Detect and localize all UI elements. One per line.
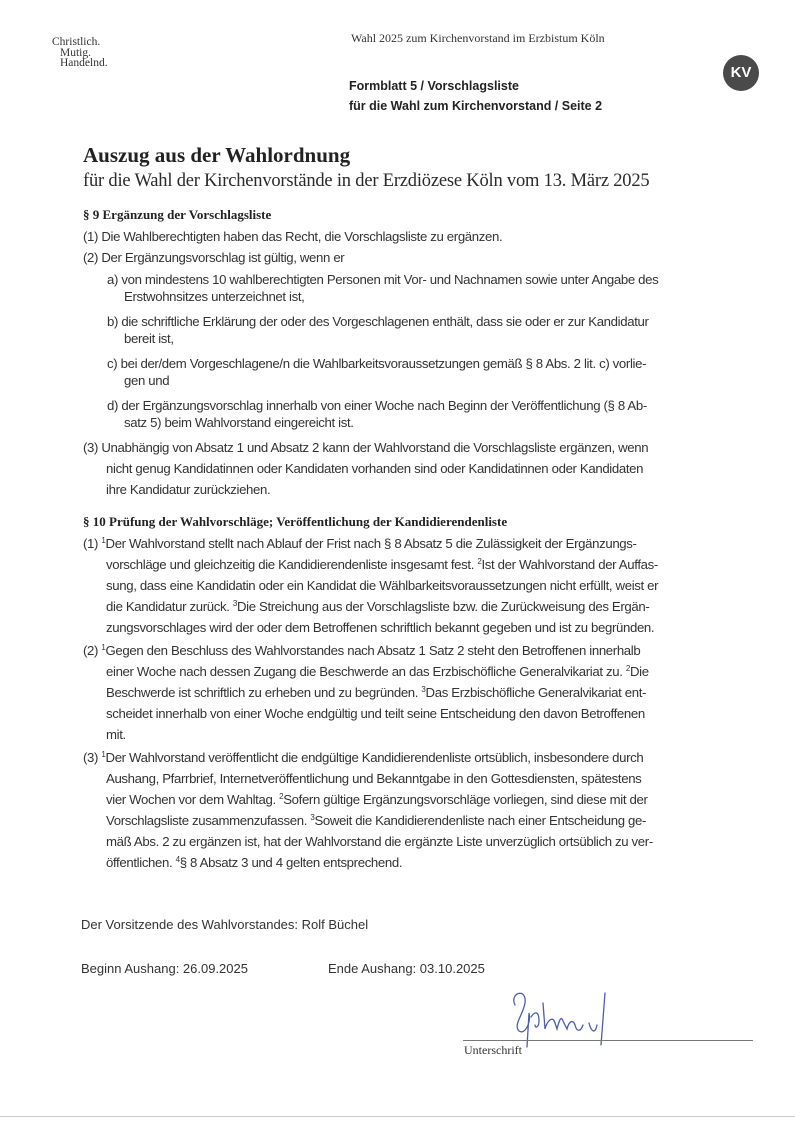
kv-badge: KV	[723, 55, 759, 91]
signature-label: Unterschrift	[464, 1043, 522, 1057]
s9-line: bereit ist,	[124, 331, 174, 346]
sentence-text: Aushang, Pfarrbrief, Internetveröffentlichung und Bekanntgabe in den Gottesdiensten, spätestens	[106, 771, 642, 786]
s10-p3-line	[106, 855, 402, 870]
sentence-number: 1	[101, 536, 106, 545]
sentence-text: Soweit die Kandidierendenliste nach einer Entscheidung ge-	[314, 813, 647, 828]
sentence-text: zungsvorschlages wird der oder dem Betroffenen schriftlich bekannt gegeben und ist zu begründen.	[106, 620, 655, 635]
sentence-text: Die	[629, 664, 649, 679]
s9-line: nicht genug Kandidatinnen oder Kandidaten vorhanden sind oder Kandidatinnen oder Kandidaten	[106, 461, 644, 476]
s10-p1-line	[106, 557, 658, 572]
s10-p3-line	[83, 750, 643, 765]
s9-line: (1) Die Wahlberechtigten haben das Recht, die Vorschlagsliste zu ergänzen.	[83, 229, 503, 244]
s10-p2-line	[106, 685, 646, 700]
sentence-text: Sofern gültige Ergänzungsvorschläge vorliegen, sind diese mit der	[283, 792, 648, 807]
s9-line: a) von mindestens 10 wahlberechtigten Personen mit Vor- und Nachnamen sowie unter Angabe des	[107, 272, 659, 287]
sentence-number: 2	[279, 792, 284, 801]
sentence-text: öffentlichen.	[106, 855, 176, 870]
sentence-text: einer Woche nach dessen Zugang die Beschwerde an das Erzbischöfliche Generalvikariat zu.	[106, 664, 626, 679]
sentence-text: mit.	[106, 727, 126, 742]
sentence-number: 1	[101, 750, 106, 759]
s10-p3-line	[106, 792, 648, 807]
sentence-text: Der Wahlvorstand stellt nach Ablauf der Frist nach § 8 Absatz 5 die Zulässigkeit der Ergänzungs-	[105, 536, 637, 551]
document-subtitle: für die Wahl der Kirchenvorstände in der Erzdiözese Köln vom 13. März 2025	[83, 171, 650, 191]
motto-logo	[52, 37, 108, 69]
sentence-text: Ist der Wahlvorstand der Auffas-	[481, 557, 658, 572]
paragraph-number: (1)	[83, 536, 99, 551]
paragraph-number: (3)	[83, 750, 99, 765]
sentence-text: § 8 Absatz 3 und 4 gelten entsprechend.	[179, 855, 403, 870]
header-title: Wahl 2025 zum Kirchenvorstand im Erzbistum Köln	[351, 31, 605, 45]
sentence-number: 3	[421, 685, 426, 694]
paragraph-number: (2)	[83, 643, 99, 658]
posting-end-date: Ende Aushang: 03.10.2025	[328, 961, 485, 976]
s9-line: Erstwohnsitzes unterzeichnet ist,	[124, 289, 305, 304]
sentence-text: Beschwerde ist schriftlich zu erheben und zu begründen.	[106, 685, 422, 700]
sentence-text: vier Wochen vor dem Wahltag.	[106, 792, 280, 807]
signature-stroke	[514, 993, 605, 1047]
motto-line: Mutig.	[60, 46, 91, 59]
s10-p3-line	[106, 771, 641, 786]
s10-p1-line	[106, 578, 658, 593]
s9-line: (2) Der Ergänzungsvorschlag ist gültig, wenn er	[83, 250, 345, 265]
sentence-text: die Kandidatur zurück.	[106, 599, 233, 614]
s10-p1-line	[106, 620, 654, 635]
motto-line: Handelnd.	[60, 57, 108, 69]
sentence-number: 4	[175, 855, 180, 864]
sentence-text: Gegen den Beschluss des Wahlvorstandes nach Absatz 1 Satz 2 steht den Betroffenen innerhalb	[105, 643, 641, 658]
signature-line	[463, 1040, 753, 1041]
s9-line: gen und	[124, 373, 170, 388]
s10-p1-line	[106, 599, 649, 614]
s10-p2-line	[83, 643, 640, 658]
sentence-text: Der Wahlvorstand veröffentlicht die endgültige Kandidierendenliste ortsüblich, insbesondere durch	[105, 750, 644, 765]
s10-p2-line	[106, 706, 645, 721]
sentence-text: Das Erzbischöfliche Generalvikariat ent-	[425, 685, 647, 700]
form-title: Formblatt 5 / Vorschlagsliste	[349, 79, 519, 93]
s10-p2-line	[106, 727, 126, 742]
sentence-number: 2	[625, 664, 630, 673]
sentence-text: vorschläge und gleichzeitig die Kandidierendenliste insgesamt fest.	[106, 557, 478, 572]
document-title: Auszug aus der Wahlordnung	[83, 143, 351, 167]
sentence-text: scheidet innerhalb von einer Woche endgültig und teilt seine Entscheidung den davon Betroffenen	[106, 706, 645, 721]
page-bottom-edge	[0, 1116, 795, 1117]
s10-p3-line	[106, 834, 653, 849]
s9-line: b) die schriftliche Erklärung der oder des Vorgeschlagenen enthält, dass sie oder er zur Kandidatur	[107, 314, 649, 329]
section-10-heading: § 10 Prüfung der Wahlvorschläge; Veröffentlichung der Kandidierendenliste	[83, 514, 508, 529]
sentence-text: sung, dass eine Kandidatin oder ein Kandidat die Wählbarkeitsvoraussetzungen nicht erfüllt, weist er	[106, 578, 659, 593]
s10-p1-line	[83, 536, 637, 551]
posting-start-date: Beginn Aushang: 26.09.2025	[81, 961, 248, 976]
s9-line: (3) Unabhängig von Absatz 1 und Absatz 2 kann der Wahlvorstand die Vorschlagsliste ergänzen, wenn	[83, 440, 649, 455]
s10-p2-line	[106, 664, 649, 679]
motto-line: Christlich.	[52, 36, 101, 48]
handwritten-signature	[505, 985, 635, 1055]
sentence-text: mäß Abs. 2 zu ergänzen ist, hat der Wahlvorstand die ergänzte Liste unverzüglich ortsüblich zu ver-	[106, 834, 653, 849]
chair-name: Der Vorsitzende des Wahlvorstandes: Rolf Büchel	[81, 917, 369, 932]
section-9-heading: § 9 Ergänzung der Vorschlagsliste	[83, 207, 272, 222]
sentence-text: Die Streichung aus der Vorschlagsliste bzw. die Zurückweisung des Ergän-	[236, 599, 650, 614]
s10-p3-line	[106, 813, 646, 828]
sentence-number: 2	[477, 557, 482, 566]
form-subtitle: für die Wahl zum Kirchenvorstand / Seite 2	[349, 99, 603, 113]
sentence-number: 1	[101, 643, 106, 652]
sentence-number: 3	[232, 599, 237, 608]
s9-line: d) der Ergänzungsvorschlag innerhalb von einer Woche nach Beginn der Veröffentlichung (§ 8 Ab-	[107, 398, 647, 413]
s9-line: ihre Kandidatur zurückziehen.	[106, 482, 271, 497]
sentence-number: 3	[310, 813, 315, 822]
sentence-text: Vorschlagsliste zusammenzufassen.	[106, 813, 311, 828]
s9-line: c) bei der/dem Vorgeschlagene/n die Wahlbarkeitsvoraussetzungen gemäß § 8 Abs. 2 lit. c) vorlie-	[107, 356, 647, 371]
s9-line: satz 5) beim Wahlvorstand eingereicht ist.	[124, 415, 354, 430]
